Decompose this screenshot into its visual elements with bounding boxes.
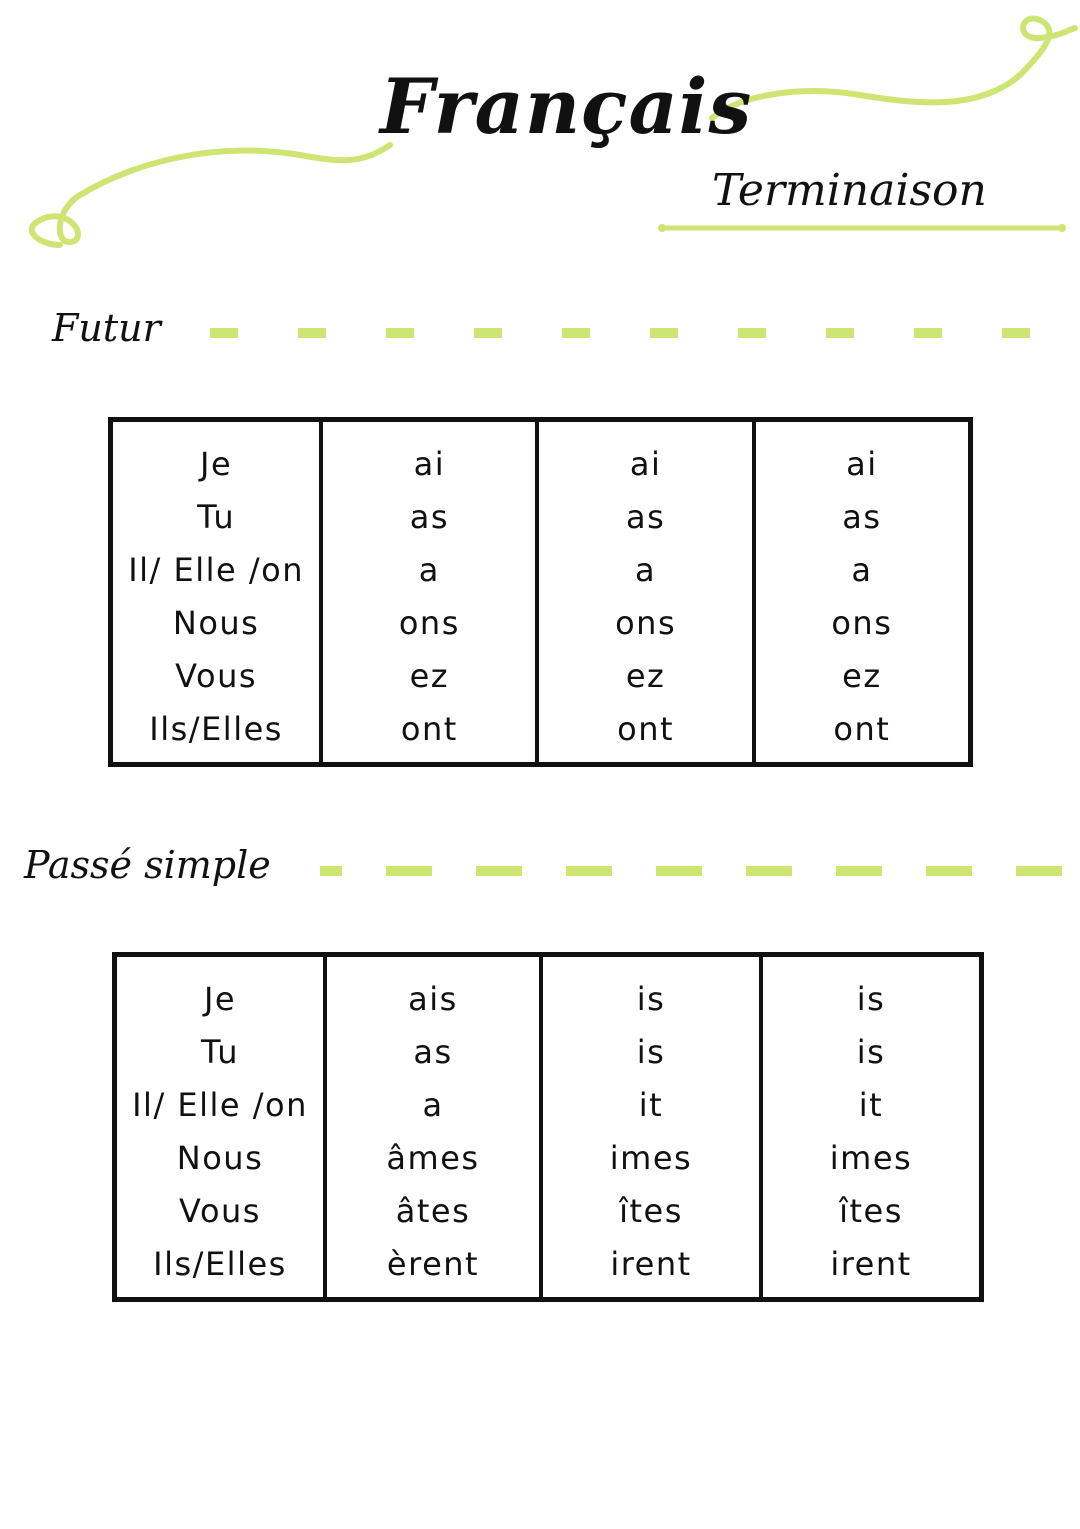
table-cell: Je bbox=[203, 980, 237, 1018]
table-cell: it bbox=[638, 1086, 664, 1124]
table-cell: a bbox=[635, 551, 657, 589]
section-title-futur: Futur bbox=[52, 306, 161, 350]
table-cell: ont bbox=[833, 710, 891, 748]
section-title-passe-simple: Passé simple bbox=[24, 843, 271, 887]
ending-column bbox=[541, 955, 761, 1300]
table-cell: ons bbox=[831, 604, 893, 642]
table-cell: imes bbox=[829, 1139, 913, 1177]
table-cell: as bbox=[409, 498, 449, 536]
table-cell: îtes bbox=[619, 1192, 683, 1230]
table-cell: Tu bbox=[201, 1033, 239, 1071]
table-cell: îtes bbox=[839, 1192, 903, 1230]
page-title: Français bbox=[380, 62, 753, 151]
table-cell: a bbox=[418, 551, 440, 589]
pronoun-column bbox=[111, 420, 322, 765]
table-cell: ai bbox=[413, 445, 446, 483]
dashed-divider bbox=[320, 866, 1070, 876]
table-cell: ez bbox=[842, 657, 882, 695]
table-cell: âmes bbox=[386, 1139, 480, 1177]
table-cell: ons bbox=[398, 604, 460, 642]
futur-table bbox=[108, 417, 973, 767]
table-cell: ai bbox=[846, 445, 878, 483]
table-cell: Nous bbox=[176, 1139, 264, 1177]
table-cell: Je bbox=[200, 445, 233, 483]
table-cell: as bbox=[625, 498, 666, 536]
table-cell: Vous bbox=[179, 1192, 261, 1230]
table-cell: ons bbox=[615, 604, 677, 642]
table-cell: ais bbox=[408, 980, 458, 1018]
table-cell: as bbox=[842, 498, 882, 536]
table-cell: as bbox=[413, 1033, 453, 1071]
table-cell: a bbox=[422, 1086, 444, 1124]
table-cell: is bbox=[636, 980, 666, 1018]
ending-column bbox=[754, 420, 971, 765]
table-cell: ont bbox=[400, 710, 458, 748]
table-cell: Nous bbox=[172, 604, 260, 642]
table-cell: Ils/Elles bbox=[153, 1245, 287, 1283]
ending-column bbox=[537, 420, 753, 765]
ending-column bbox=[321, 420, 537, 765]
table-cell: is bbox=[636, 1033, 666, 1071]
passe-simple-table bbox=[112, 952, 984, 1302]
table-cell: ez bbox=[409, 657, 450, 695]
table-cell: a bbox=[851, 551, 873, 589]
table-cell: Il/ Elle /on bbox=[132, 1086, 308, 1124]
ending-column bbox=[761, 955, 982, 1300]
table-cell: Ils/Elles bbox=[149, 710, 283, 748]
table-cell: imes bbox=[609, 1139, 693, 1177]
table-cell: it bbox=[858, 1086, 884, 1124]
ending-column bbox=[325, 955, 541, 1300]
dashed-divider bbox=[210, 328, 1040, 338]
table-cell: irent bbox=[830, 1245, 912, 1283]
table-cell: Il/ Elle /on bbox=[128, 551, 304, 589]
table-cell: Vous bbox=[175, 657, 258, 695]
table-cell: is bbox=[856, 980, 886, 1018]
table-cell: ont bbox=[617, 710, 675, 748]
pronoun-column bbox=[115, 955, 326, 1300]
table-cell: irent bbox=[610, 1245, 692, 1283]
table-cell: is bbox=[856, 1033, 886, 1071]
table-cell: ez bbox=[625, 657, 666, 695]
table-cell: ai bbox=[629, 445, 662, 483]
table-cell: Tu bbox=[197, 498, 236, 536]
table-cell: èrent bbox=[386, 1245, 480, 1283]
table-cell: âtes bbox=[395, 1192, 471, 1230]
page-subtitle: Terminaison bbox=[712, 165, 987, 216]
